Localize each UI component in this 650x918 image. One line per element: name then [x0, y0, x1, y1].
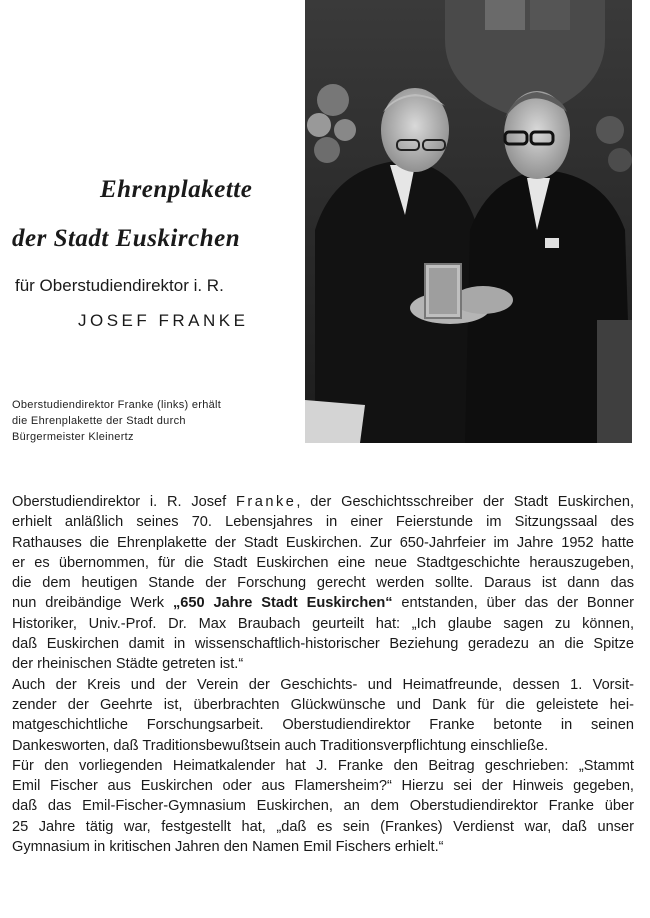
article-line: zender der Geehrte ist, überbrachten Glückwünsche und Dank für die geleistete hei- — [12, 696, 634, 713]
article-text: nun dreibändige Werk — [12, 595, 165, 612]
subtitle: für Oberstudiendirektor i. R. — [15, 276, 224, 295]
article-line: Auch der Kreis und der Verein der Geschichts- und Heimatfreunde, dessen 1. Vorsit- — [12, 676, 634, 693]
person-name: JOSEF FRANKE — [78, 311, 249, 330]
article-line: 25 Jahre tätig war, festgestellt hat, „daß es sein (Frankes) Verdienst war, daß unser — [12, 818, 634, 835]
article-line: Emil Fischer aus Euskirchen oder aus Flamersheim?“ Hierzu sei der Hinweis gegeben, — [12, 778, 634, 795]
article-line: Gymnasium in kritischen Jahren den Namen Emil Fischers erhielt.“ — [12, 839, 444, 856]
article-body — [12, 492, 634, 857]
article-line: Rathauses die Ehrenplakette der Stadt Euskirchen. Zur 650-Jahrfeier im Jahre 1952 hatte — [12, 534, 634, 551]
article-line: Historiker, Univ.-Prof. Dr. Max Braubach geurteilt hat: „Ich glaube sagen zu können, — [12, 615, 634, 632]
title-line-2: der Stadt Euskirchen — [12, 225, 241, 252]
article-line: die dem heutigen Stande der Forschung gerecht werden sollte. Daraus ist dann das — [12, 575, 634, 592]
article-text: Oberstudiendirektor i. R. Josef — [12, 494, 227, 510]
article-line: matgeschichtliche Forschungsarbeit. Oberstudiendirektor Franke betonte in seinen — [12, 717, 634, 734]
book-title: „650 Jahre Stadt Euskirchen“ — [172, 595, 393, 612]
article-line — [12, 492, 634, 512]
ceremony-photo — [305, 0, 632, 443]
caption-line: die Ehrenplakette der Stadt durch — [12, 415, 186, 427]
photo-ceremony-icon — [305, 0, 632, 443]
article-name-emphasis: Franke — [236, 494, 297, 510]
article-line: Für den vorliegenden Heimatkalender hat J. Franke den Beitrag geschrieben: „Stammt — [12, 757, 634, 774]
article-line: erhielt anläßlich seines 70. Lebensjahres in einer Feierstunde im Sitzungssaal des — [12, 514, 634, 531]
caption-line: Bürgermeister Kleinertz — [12, 431, 134, 443]
title-line-1: Ehrenplakette — [100, 176, 253, 203]
photo-caption — [12, 397, 302, 445]
article-text: entstanden, über das der Bonner — [401, 595, 634, 612]
article-line — [12, 593, 634, 613]
caption-line: Oberstudiendirektor Franke (links) erhält — [12, 399, 222, 411]
article-line: Dankesworten, daß Traditionsbewußtsein auch Traditionsverpflichtung einschließe. — [12, 737, 549, 754]
article-text: , der Geschichtsschreiber der Stadt Euskirchen, — [296, 494, 634, 510]
article-line: er es übernommen, für die Stadt Euskirchen eine neue Stadtgeschichte herauszugeben, — [12, 554, 634, 571]
article-line: der rheinischen Städte getreten ist.“ — [12, 656, 244, 673]
article-line: daß Euskirchen damit in wissenschaftlich-historischer Beziehung geradezu an die Spitze — [12, 636, 634, 653]
article-line: daß das Emil-Fischer-Gymnasium Euskirchen, an dem Oberstudiendirektor Franke über — [12, 798, 634, 815]
